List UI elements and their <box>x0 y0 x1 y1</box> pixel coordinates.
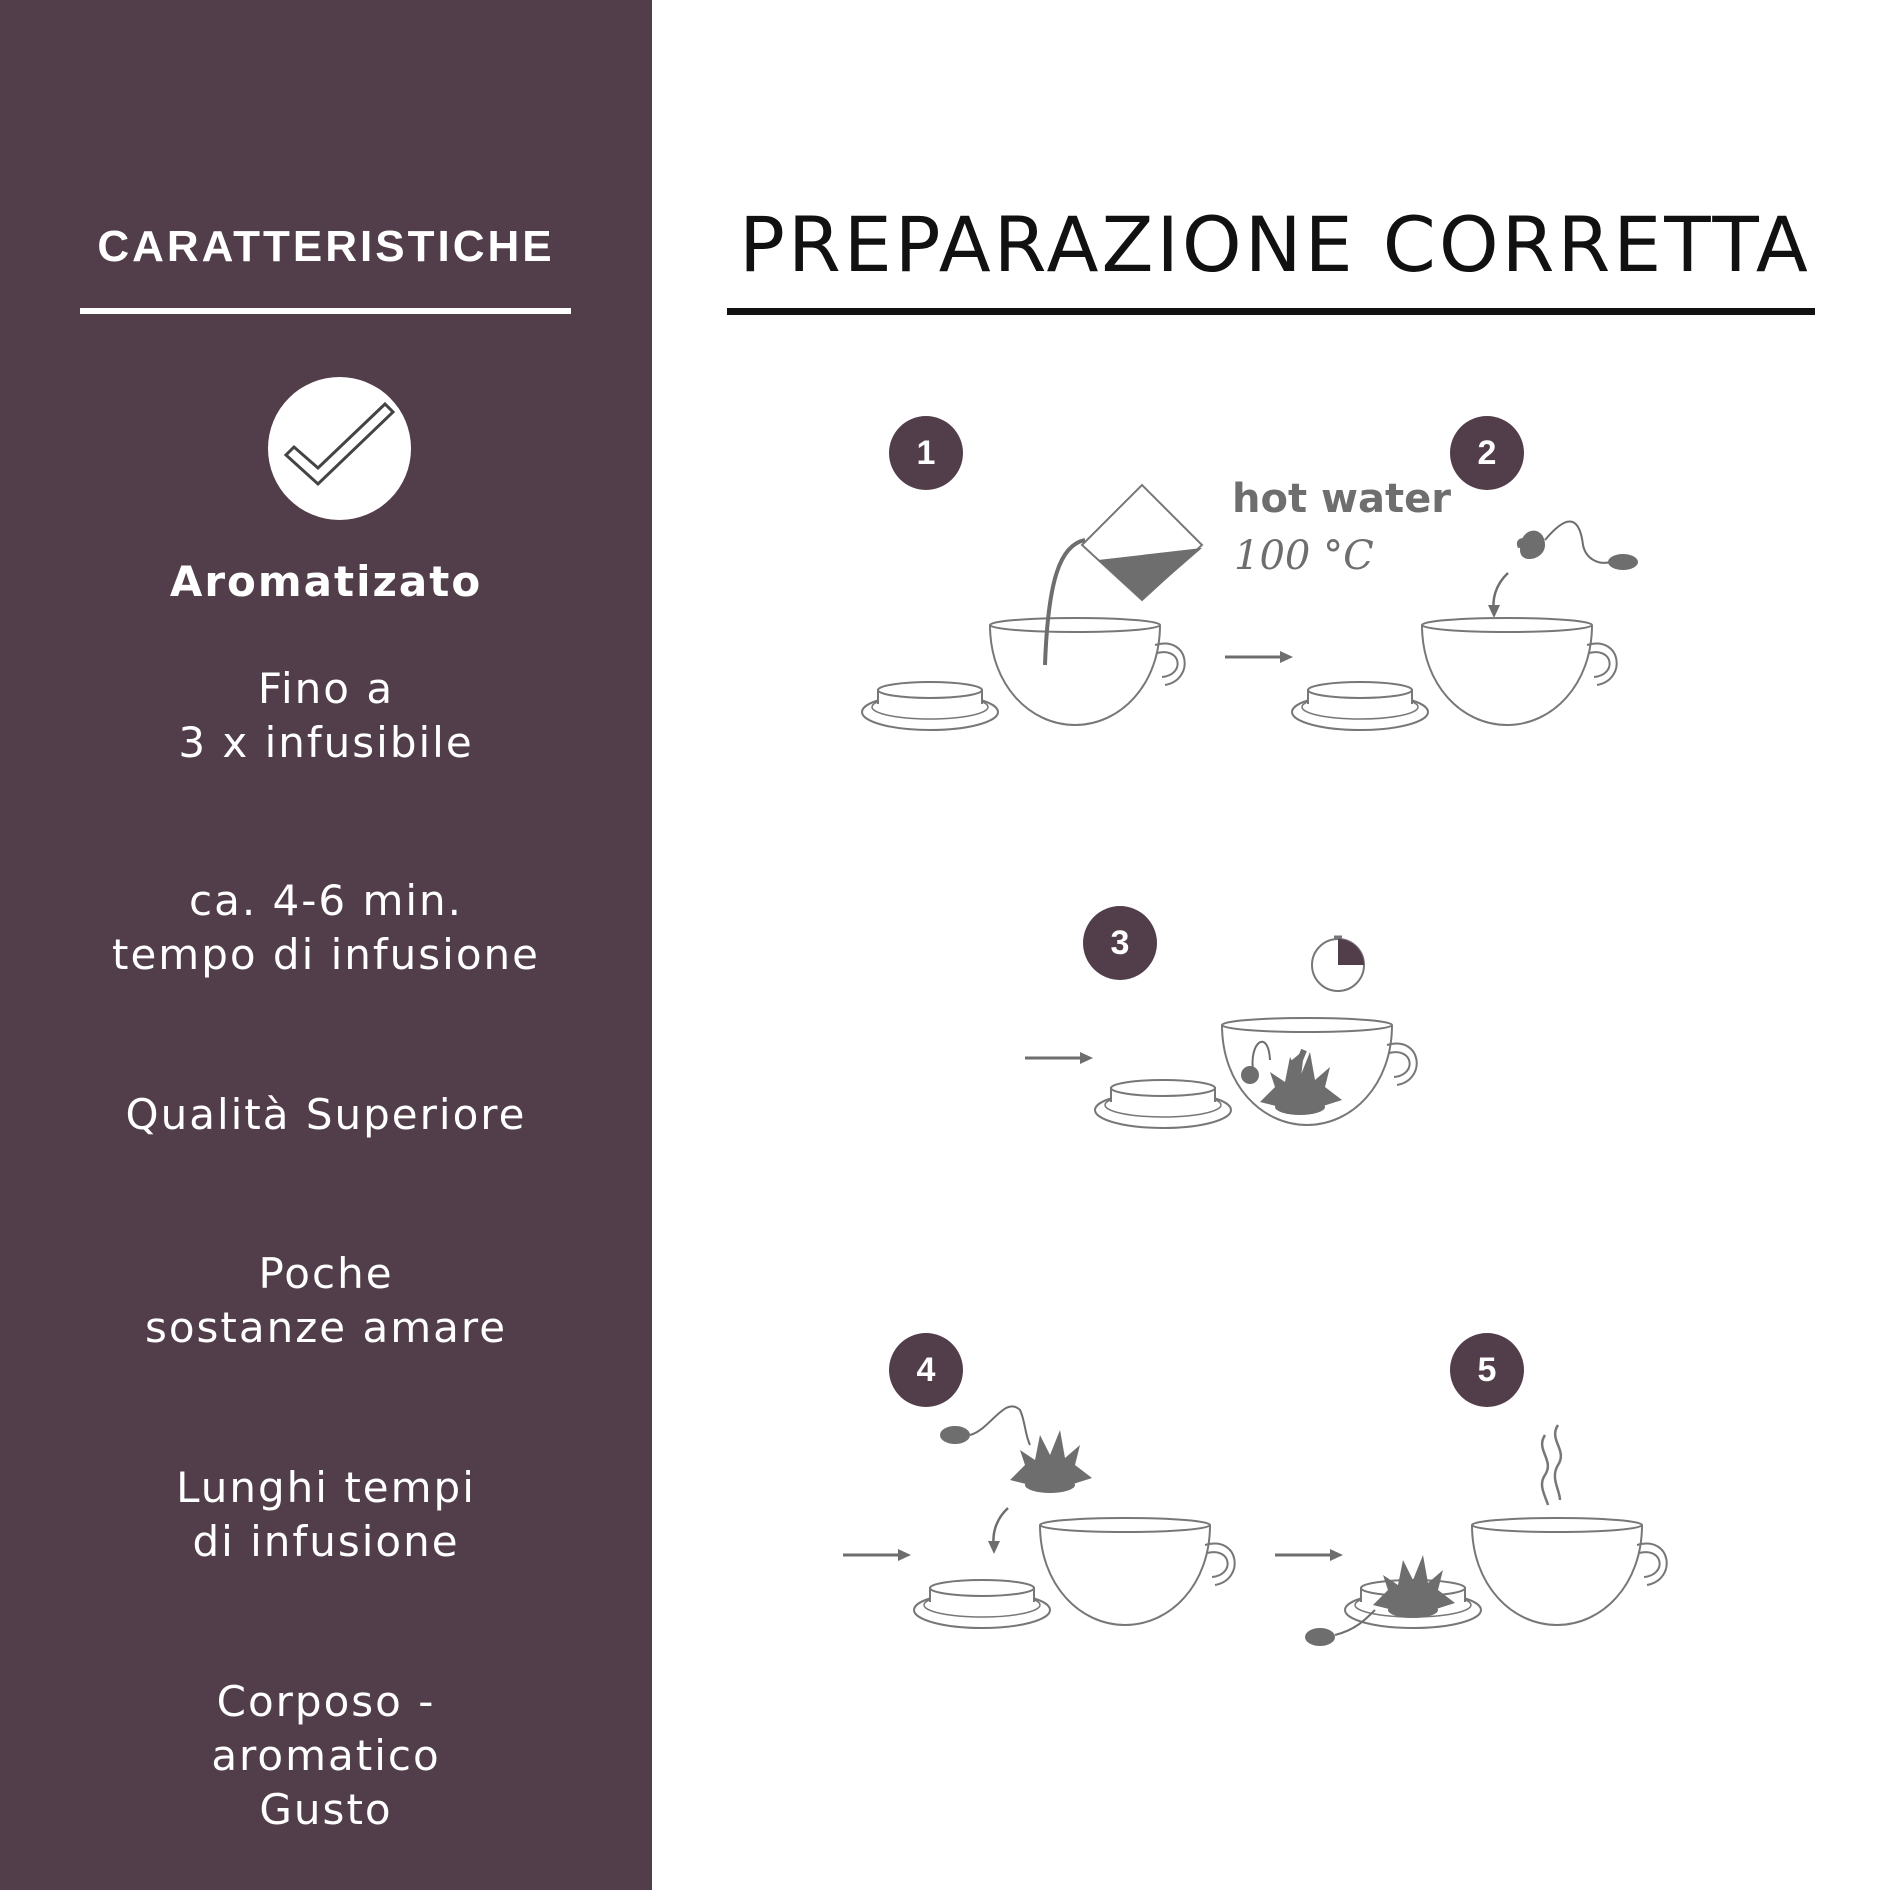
steam-icon <box>1542 1425 1561 1505</box>
feature-line: Fino a <box>257 664 395 713</box>
saucer-icon <box>914 1580 1050 1628</box>
feature-line: Poche <box>258 1249 394 1298</box>
step-badge-1: 1 <box>889 416 963 490</box>
saucer-icon <box>862 682 998 730</box>
saucer-icon <box>1292 682 1428 730</box>
feature-line: Aromatizato <box>169 557 483 606</box>
feature-line: 3 x infusibile <box>178 718 474 767</box>
feature-line: Gusto <box>259 1785 393 1834</box>
feature-line: ca. 4-6 min. <box>188 876 464 925</box>
step-badge-2: 2 <box>1450 416 1524 490</box>
temperature-label: 100 °C <box>1234 533 1374 579</box>
step-badge-3: 3 <box>1083 906 1157 980</box>
arrow-icon <box>1225 651 1293 663</box>
cup-icon <box>990 618 1185 725</box>
cup-icon <box>1040 1518 1235 1625</box>
feature-line: tempo di infusione <box>111 930 540 979</box>
step-badge-5: 5 <box>1450 1333 1524 1407</box>
feature-line: Lunghi tempi <box>176 1463 476 1512</box>
saucer-icon <box>1095 1080 1231 1128</box>
blooming-tea-icon <box>1010 1430 1092 1493</box>
characteristics-title: CARATTERISTICHE <box>97 222 555 271</box>
preparation-title: PREPARAZIONE CORRETTA <box>739 200 1811 289</box>
arrow-icon <box>1275 1549 1343 1561</box>
cup-icon <box>1472 1518 1667 1625</box>
arrow-icon <box>1025 1052 1093 1064</box>
feature-line: Qualità Superiore <box>125 1090 527 1139</box>
step-badge-4: 4 <box>889 1333 963 1407</box>
feature-line: di infusione <box>192 1517 460 1566</box>
hot-water-label: hot water <box>1232 476 1451 522</box>
feature-line: sostanze amare <box>144 1303 508 1352</box>
feature-line: Corposo - <box>216 1677 436 1726</box>
cup-icon <box>1422 618 1617 725</box>
arrow-icon <box>843 1549 911 1561</box>
feature-line: aromatico <box>211 1731 441 1780</box>
